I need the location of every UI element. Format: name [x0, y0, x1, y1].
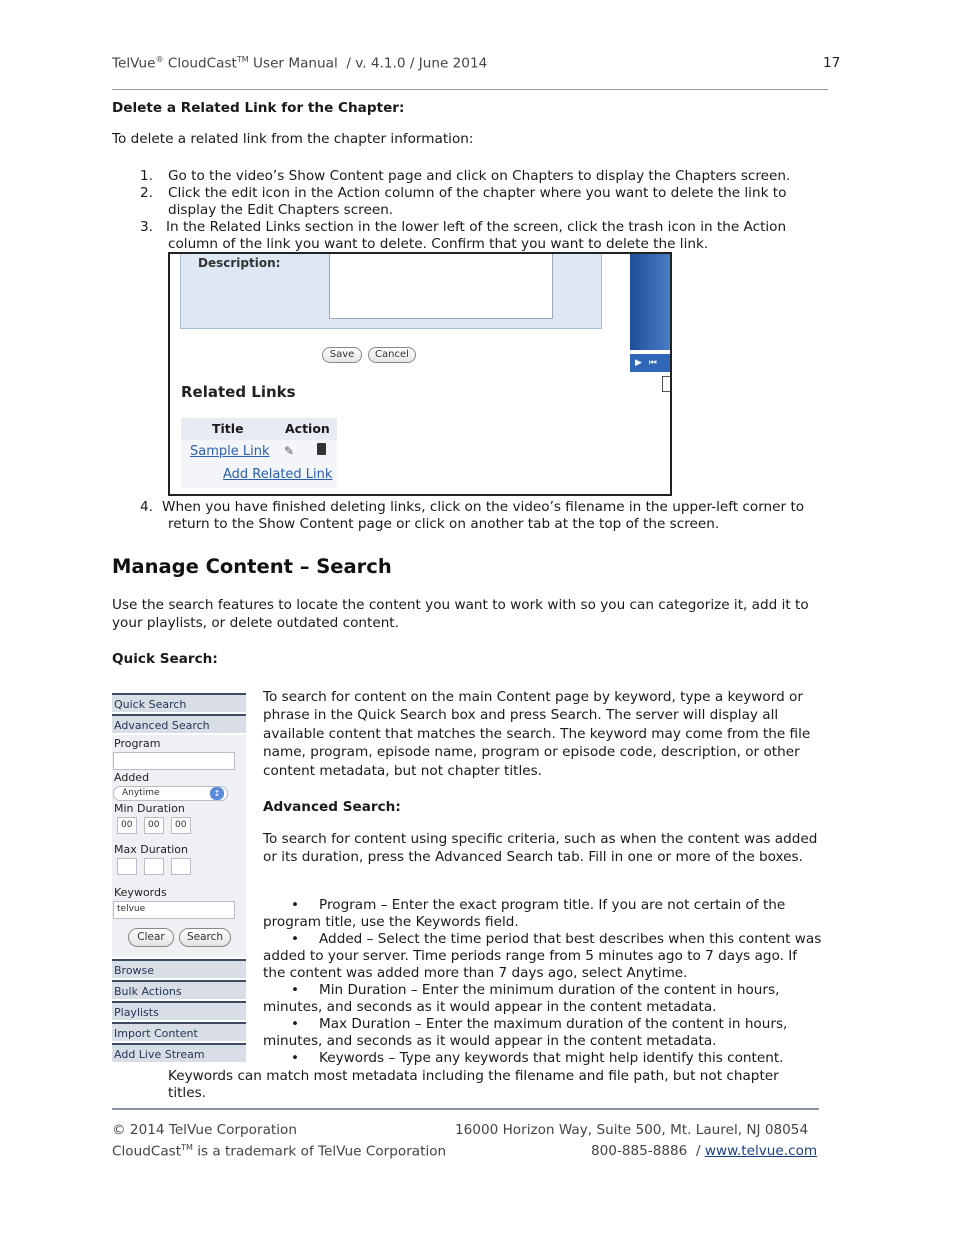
- program-label: Program: [114, 737, 161, 750]
- step-4: 4. When you have finished deleting links, click on the video’s filename in the upper-left corner to return to the Show Content page or click on another tab at the top of the screen.: [140, 499, 805, 532]
- chevron-down-icon[interactable]: ↕: [210, 787, 224, 800]
- footer-copyright: © 2014 TelVue Corporation: [112, 1122, 297, 1138]
- max-minutes-input[interactable]: [144, 858, 164, 875]
- step-2-cont: display the Edit Chapters screen.: [168, 202, 394, 218]
- added-select[interactable]: Anytime: [113, 786, 228, 801]
- advanced-search-heading: Advanced Search:: [263, 799, 401, 815]
- search-button[interactable]: Search: [179, 928, 231, 947]
- play-icon[interactable]: ▶: [635, 358, 642, 368]
- manual-version: User Manual / v. 4.1.0 / June 2014: [253, 55, 488, 72]
- added-label: Added: [114, 771, 150, 784]
- col-action: Action: [285, 421, 330, 436]
- tab-bulk-actions[interactable]: Bulk Actions: [112, 980, 246, 999]
- footer-phone: 800-885-8886 /: [591, 1143, 701, 1159]
- trademark-mark: TM: [236, 55, 249, 64]
- search-intro: Use the search features to locate the content you want to work with so you can categorize it, add it to your playlists, or delete outdated content.: [112, 597, 809, 631]
- step-3: 3. In the Related Links section in the lower left of the screen, click the trash icon in the Action: [140, 219, 787, 235]
- min-hours-input[interactable]: 00: [117, 817, 137, 834]
- tab-add-live-stream[interactable]: Add Live Stream: [112, 1043, 246, 1062]
- program-input[interactable]: [113, 752, 235, 770]
- min-minutes-input[interactable]: 00: [144, 817, 164, 834]
- max-duration-label: Max Duration: [114, 843, 189, 856]
- delete-link-heading: Delete a Related Link for the Chapter:: [112, 100, 405, 116]
- product-name: CloudCast: [167, 55, 237, 72]
- footer-website-link[interactable]: www.telvue.com: [704, 1143, 818, 1159]
- min-duration-label: Min Duration: [114, 802, 185, 815]
- bullet-added: • Added – Select the time period that best describes when this content was: [291, 931, 822, 947]
- clear-button[interactable]: Clear: [128, 928, 174, 947]
- tab-import-content[interactable]: Import Content: [112, 1022, 246, 1041]
- cancel-button[interactable]: Cancel: [368, 347, 416, 363]
- search-sidebar-screenshot: [112, 693, 246, 1063]
- bullet-program: • Program – Enter the exact program title. If you are not certain of the: [291, 897, 786, 913]
- tab-browse[interactable]: Browse: [112, 959, 246, 978]
- keywords-tail: Keywords can match most metadata including the filename and file path, but not chapter titles.: [168, 1068, 779, 1101]
- trash-icon[interactable]: [317, 443, 326, 455]
- save-button[interactable]: Save: [322, 347, 362, 363]
- min-seconds-input[interactable]: 00: [171, 817, 191, 834]
- brand-name: TelVue: [112, 55, 156, 72]
- running-header: [112, 55, 487, 72]
- bullet-keywords: • Keywords – Type any keywords that might help identify this content.: [291, 1050, 784, 1066]
- step-2: 2. Click the edit icon in the Action column of the chapter where you want to delete the link to: [140, 185, 787, 201]
- scroll-box: [662, 376, 672, 392]
- footer-trademark: CloudCast™ is a trademark of TelVue Corporation: [112, 1143, 447, 1160]
- search-section-heading: Manage Content – Search: [112, 555, 392, 578]
- tab-advanced-search[interactable]: Advanced Search: [112, 714, 246, 733]
- edit-icon[interactable]: ✎: [284, 444, 295, 458]
- step-3-cont: column of the link you want to delete. Confirm that you want to delete the link.: [168, 236, 709, 252]
- page-number: 17: [823, 55, 841, 71]
- footer-address: 16000 Horizon Way, Suite 500, Mt. Laurel, NJ 08054: [455, 1122, 809, 1138]
- footer-contact: [591, 1143, 817, 1159]
- tab-playlists[interactable]: Playlists: [112, 1001, 246, 1020]
- player-controls: [630, 354, 672, 372]
- delete-steps: [140, 168, 790, 253]
- step-1: 1. Go to the video’s Show Content page and click on Chapters to display the Chapters screen.: [140, 168, 791, 184]
- tab-quick-search[interactable]: Quick Search: [112, 693, 246, 712]
- header-rule: [112, 89, 828, 90]
- col-title: Title: [212, 421, 244, 436]
- bullet-max-duration: • Max Duration – Enter the maximum duration of the content in hours,: [291, 1016, 788, 1032]
- skip-back-icon[interactable]: ⏮: [648, 358, 657, 368]
- video-player-edge: [630, 254, 672, 350]
- bullet-min-duration: • Min Duration – Enter the minimum duration of the content in hours,: [291, 982, 780, 998]
- add-related-link[interactable]: Add Related Link: [223, 467, 333, 482]
- related-links-title: Related Links: [181, 383, 296, 401]
- description-textarea[interactable]: [329, 254, 553, 319]
- advanced-search-body: To search for content using specific criteria, such as when the content was added or its duration, press the Advanced Search tab. Fill in one or more of the boxes.: [263, 831, 818, 865]
- advanced-fields-list: • Program – Enter the exact program title. If you are not certain of the program title, use the Keywords field. • Added – Select the time period that best describes when this content was added to your server. Time periods range from 5 minutes ago to 7 days ago. If the content was added more than 7 days ago, select Anytime. • Min Duration – Enter the minimum duration of the content in hours, minutes, and seconds as it would appear in the content metadata. • Max Duration – Enter the maximum duration of the content in hours, minutes, and seconds as it would appear in the content metadata. • Keywords – Type any keywords that might help identify this content.: [263, 897, 822, 1066]
- related-links-screenshot: [168, 252, 672, 496]
- description-label: Description:: [198, 256, 281, 270]
- quick-search-heading: Quick Search:: [112, 651, 218, 667]
- registered-mark: ®: [155, 55, 164, 64]
- max-seconds-input[interactable]: [171, 858, 191, 875]
- keywords-label: Keywords: [114, 886, 167, 899]
- sample-link[interactable]: Sample Link: [190, 444, 270, 459]
- footer-rule: [112, 1108, 819, 1110]
- quick-search-body: To search for content on the main Content page by keyword, type a keyword or phrase in the Quick Search box and press Search. The server will display all available content that matches the search. The keyword may come from the file name, program, episode name, program or episode code, description, or other content metadata, but not chapter titles.: [263, 689, 811, 779]
- keywords-input[interactable]: telvue: [113, 901, 235, 919]
- max-hours-input[interactable]: [117, 858, 137, 875]
- delete-link-intro: To delete a related link from the chapter information:: [112, 131, 474, 147]
